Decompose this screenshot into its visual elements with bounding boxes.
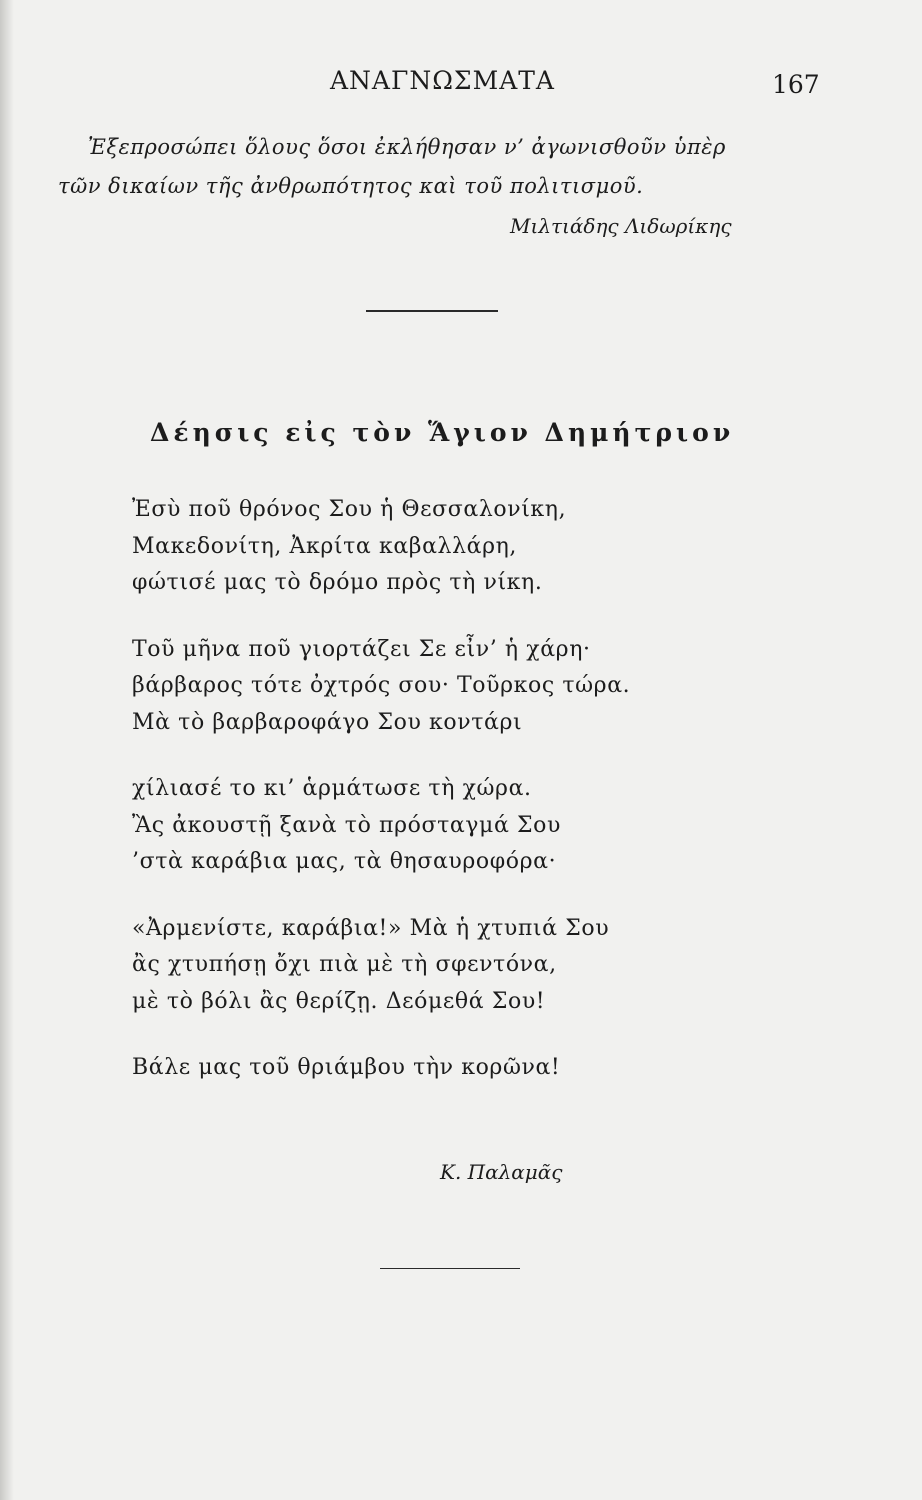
running-title: ΑΝΑΓΝΩΣΜΑΤΑ [330,66,555,95]
poem-line: ’στὰ καράβια μας, τὰ θησαυροφόρα· [132,849,557,874]
poem-line: φώτισέ μας τὸ δρόμο πρὸς τὴ νίκη. [132,570,543,595]
poem-line: μὲ τὸ βόλι ἂς θερίζῃ. Δεόμεθά Σου! [132,988,546,1014]
page-edge-shadow [0,0,14,1500]
poem-title: Δέησις εἰς τὸν Ἅγιον Δημήτριον [150,418,735,447]
poem-line: Τοῦ μῆνα ποῦ γιορτάζει Σε εἶν’ ἡ χάρη· [132,636,591,662]
stanza-gap [132,881,752,911]
author-signature: Μιλτιάδης Λιδωρίκης [510,214,732,238]
page-number: 167 [772,70,820,99]
poem-line: Μακεδονίτη, Ἀκρίτα καβαλλάρη, [132,533,518,559]
stanza-gap [132,1020,752,1050]
end-divider [380,1268,520,1269]
prose-line: τῶν δικαίων τῆς ἀνθρωπότητος καὶ τοῦ πολιτισμοῦ. [58,174,644,198]
poem-line: «Ἀρμενίστε, καράβια!» Μὰ ἡ χτυπιά Σου [132,915,610,941]
poem-line: Ἐσὺ ποῦ θρόνος Σου ἡ Θεσσαλονίκη, [132,497,567,522]
poem-body [132,492,752,1087]
poet-signature: Κ. Παλαμᾶς [440,1160,563,1184]
poem-line: Βάλε μας τοῦ θριάμβου τὴν κορῶνα! [132,1055,561,1080]
poem-line: Μὰ τὸ βαρβαροφάγο Σου κοντάρι [132,709,523,735]
stanza-gap [132,741,752,771]
prose-paragraph [58,128,838,206]
section-divider [366,310,498,312]
poem-line: ἂς χτυπήσῃ ὄχι πιὰ μὲ τὴ σφεντόνα, [132,952,557,977]
stanza-gap [132,602,752,632]
poem-line: χίλιασέ το κι’ ἁρμάτωσε τὴ χώρα. [132,776,532,801]
prose-line: Ἐξεπροσώπει ὅλους ὅσοι ἐκλήθησαν ν’ ἀγωνισθοῦν ὑπὲρ [88,135,726,159]
poem-line: βάρβαρος τότε ὀχτρός σου· Τοῦρκος τώρα. [132,673,631,698]
poem-line: Ἂς ἀκουστῇ ξανὰ τὸ πρόσταγμά Σου [132,812,561,838]
